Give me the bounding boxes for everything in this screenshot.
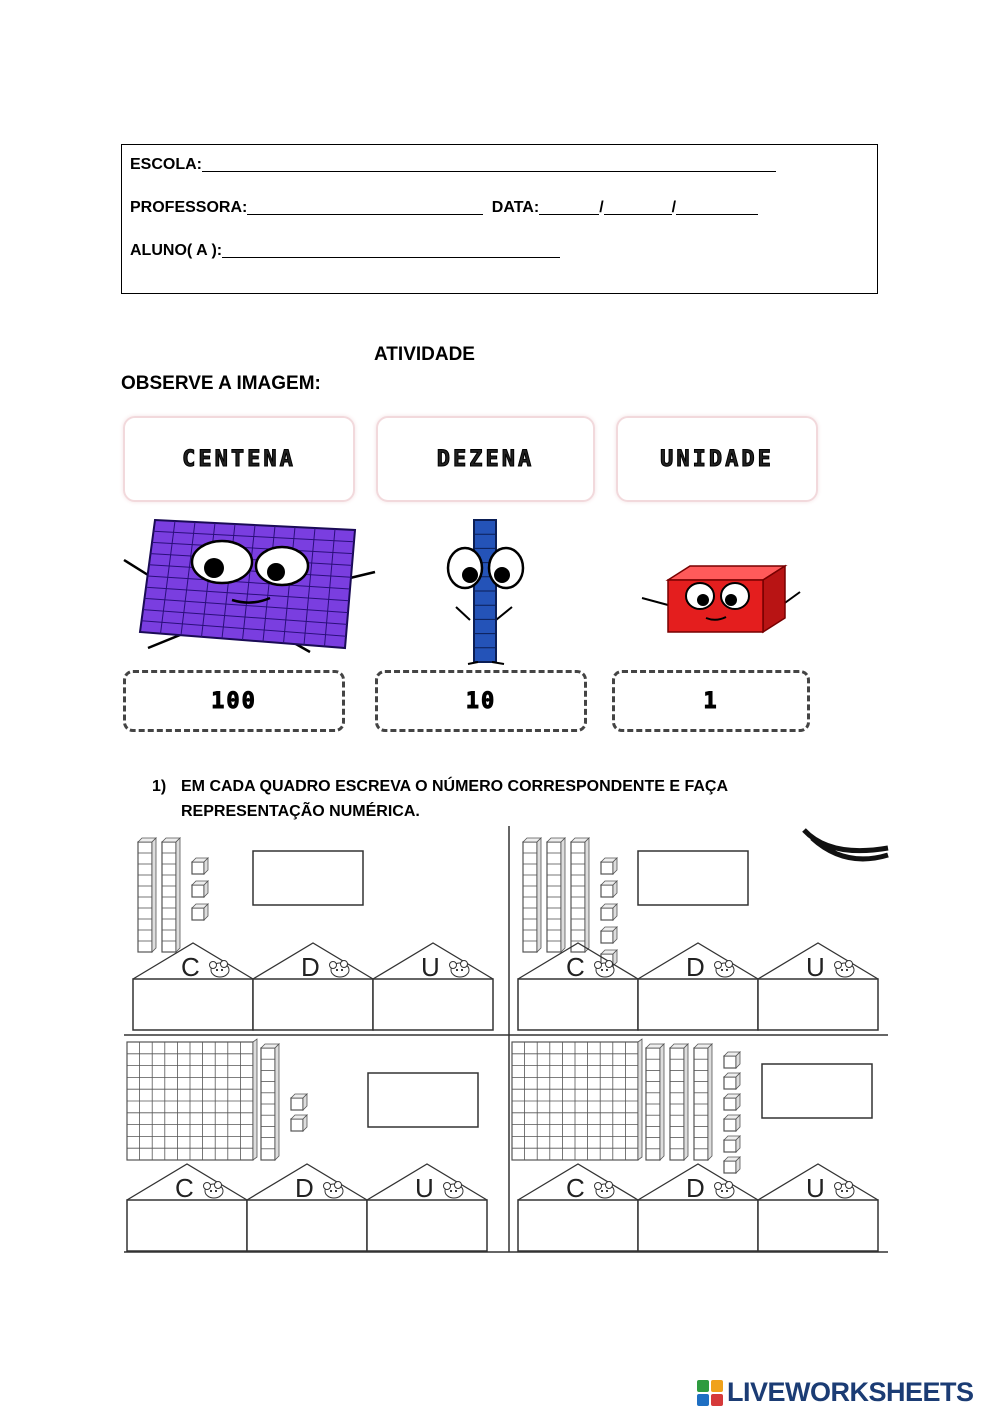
- value-unidade: 1: [703, 688, 719, 714]
- escola-label: ESCOLA:: [130, 156, 202, 173]
- house-d: [253, 943, 373, 1030]
- house-input[interactable]: [638, 1200, 758, 1251]
- unit-cube: [724, 1157, 740, 1173]
- unit-cube: [724, 1073, 740, 1089]
- label-dezena: DEZENA: [436, 446, 535, 472]
- house-c: [133, 943, 253, 1030]
- value-centena: 100: [211, 688, 257, 714]
- instruction: OBSERVE A IMAGEM:: [121, 373, 321, 394]
- house-input[interactable]: [133, 979, 253, 1030]
- ten-rod: [670, 1044, 688, 1160]
- unit-cube: [724, 1115, 740, 1131]
- unit-cube: [724, 1094, 740, 1110]
- ten-rod: [694, 1044, 712, 1160]
- mouse-icon: [835, 961, 855, 978]
- unit-cube: [291, 1094, 307, 1110]
- mouse-icon: [715, 1182, 735, 1199]
- mouse-icon: [595, 961, 615, 978]
- question-number: 1): [152, 778, 167, 795]
- house-input[interactable]: [518, 979, 638, 1030]
- house-input[interactable]: [373, 979, 493, 1030]
- brand-name: LIVEWORKSHEETS: [727, 1377, 974, 1407]
- unit-cube: [724, 1136, 740, 1152]
- house-label: C: [175, 1173, 194, 1203]
- mouse-icon: [444, 1182, 464, 1199]
- house-label: D: [686, 952, 705, 982]
- house-label: D: [301, 952, 320, 982]
- house-label: D: [295, 1173, 314, 1203]
- house-input[interactable]: [127, 1200, 247, 1251]
- answer-box[interactable]: [762, 1064, 872, 1118]
- unit-cube: [601, 858, 617, 874]
- ten-rod: [547, 838, 565, 952]
- mouse-icon: [450, 961, 470, 978]
- house-label: D: [686, 1173, 705, 1203]
- decorative-swoosh: [804, 830, 888, 859]
- mouse-icon: [715, 961, 735, 978]
- house-input[interactable]: [253, 979, 373, 1030]
- data-label: DATA:: [491, 199, 540, 216]
- mouse-icon: [210, 961, 230, 978]
- house-d: [638, 1164, 758, 1251]
- answer-box[interactable]: [368, 1073, 478, 1127]
- house-c: [518, 1164, 638, 1251]
- house-c: [127, 1164, 247, 1251]
- date-sep-1: /: [599, 199, 604, 216]
- exercise-2: [518, 838, 878, 1030]
- unit-cube: [601, 904, 617, 920]
- exercise-4: [512, 1039, 878, 1251]
- house-label: U: [806, 1173, 825, 1203]
- label-centena: CENTENA: [182, 446, 296, 472]
- house-label: U: [415, 1173, 434, 1203]
- unit-cube: [601, 881, 617, 897]
- hundred-flat: [127, 1039, 257, 1160]
- house-u: [758, 943, 878, 1030]
- house-label: C: [566, 952, 585, 982]
- house-label: U: [421, 952, 440, 982]
- house-input[interactable]: [247, 1200, 367, 1251]
- house-u: [373, 943, 493, 1030]
- mouse-icon: [835, 1182, 855, 1199]
- ten-rod: [523, 838, 541, 952]
- unit-cube: [724, 1052, 740, 1068]
- house-c: [518, 943, 638, 1030]
- exercise-1: [133, 838, 493, 1030]
- ten-rod: [261, 1044, 279, 1160]
- aluno-label: ALUNO( A ):: [130, 242, 223, 259]
- value-dezena: 10: [465, 688, 497, 714]
- house-label: C: [566, 1173, 585, 1203]
- hundred-flat: [512, 1039, 642, 1160]
- mouse-icon: [595, 1182, 615, 1199]
- unit-cube: [601, 927, 617, 943]
- house-label: C: [181, 952, 200, 982]
- question-line-2: REPRESENTAÇÃO NUMÉRICA.: [181, 803, 420, 820]
- exercise-3: [127, 1039, 487, 1251]
- house-input[interactable]: [518, 1200, 638, 1251]
- house-u: [367, 1164, 487, 1251]
- mouse-icon: [330, 961, 350, 978]
- liveworksheets-logo-icon: [697, 1380, 723, 1406]
- label-unidade: UNIDADE: [660, 446, 774, 472]
- page-title: ATIVIDADE: [374, 344, 475, 365]
- professora-label: PROFESSORA:: [130, 199, 248, 216]
- house-input[interactable]: [758, 979, 878, 1030]
- house-input[interactable]: [367, 1200, 487, 1251]
- ten-rod: [138, 838, 156, 952]
- house-input[interactable]: [758, 1200, 878, 1251]
- unit-cube: [192, 904, 208, 920]
- house-u: [758, 1164, 878, 1251]
- mouse-icon: [324, 1182, 344, 1199]
- date-sep-2: /: [671, 199, 677, 216]
- house-label: U: [806, 952, 825, 982]
- house-d: [247, 1164, 367, 1251]
- answer-box[interactable]: [638, 851, 748, 905]
- ten-rod: [646, 1044, 664, 1160]
- unit-cube: [192, 858, 208, 874]
- mouse-icon: [204, 1182, 224, 1199]
- ten-rod: [162, 838, 180, 952]
- question-line-1: EM CADA QUADRO ESCREVA O NÚMERO CORRESPONDENTE E FAÇA: [181, 778, 728, 795]
- house-input[interactable]: [638, 979, 758, 1030]
- unit-cube: [192, 881, 208, 897]
- unit-cube: [291, 1115, 307, 1131]
- house-d: [638, 943, 758, 1030]
- brand-footer: [697, 1377, 974, 1408]
- answer-box[interactable]: [253, 851, 363, 905]
- ten-rod: [571, 838, 589, 952]
